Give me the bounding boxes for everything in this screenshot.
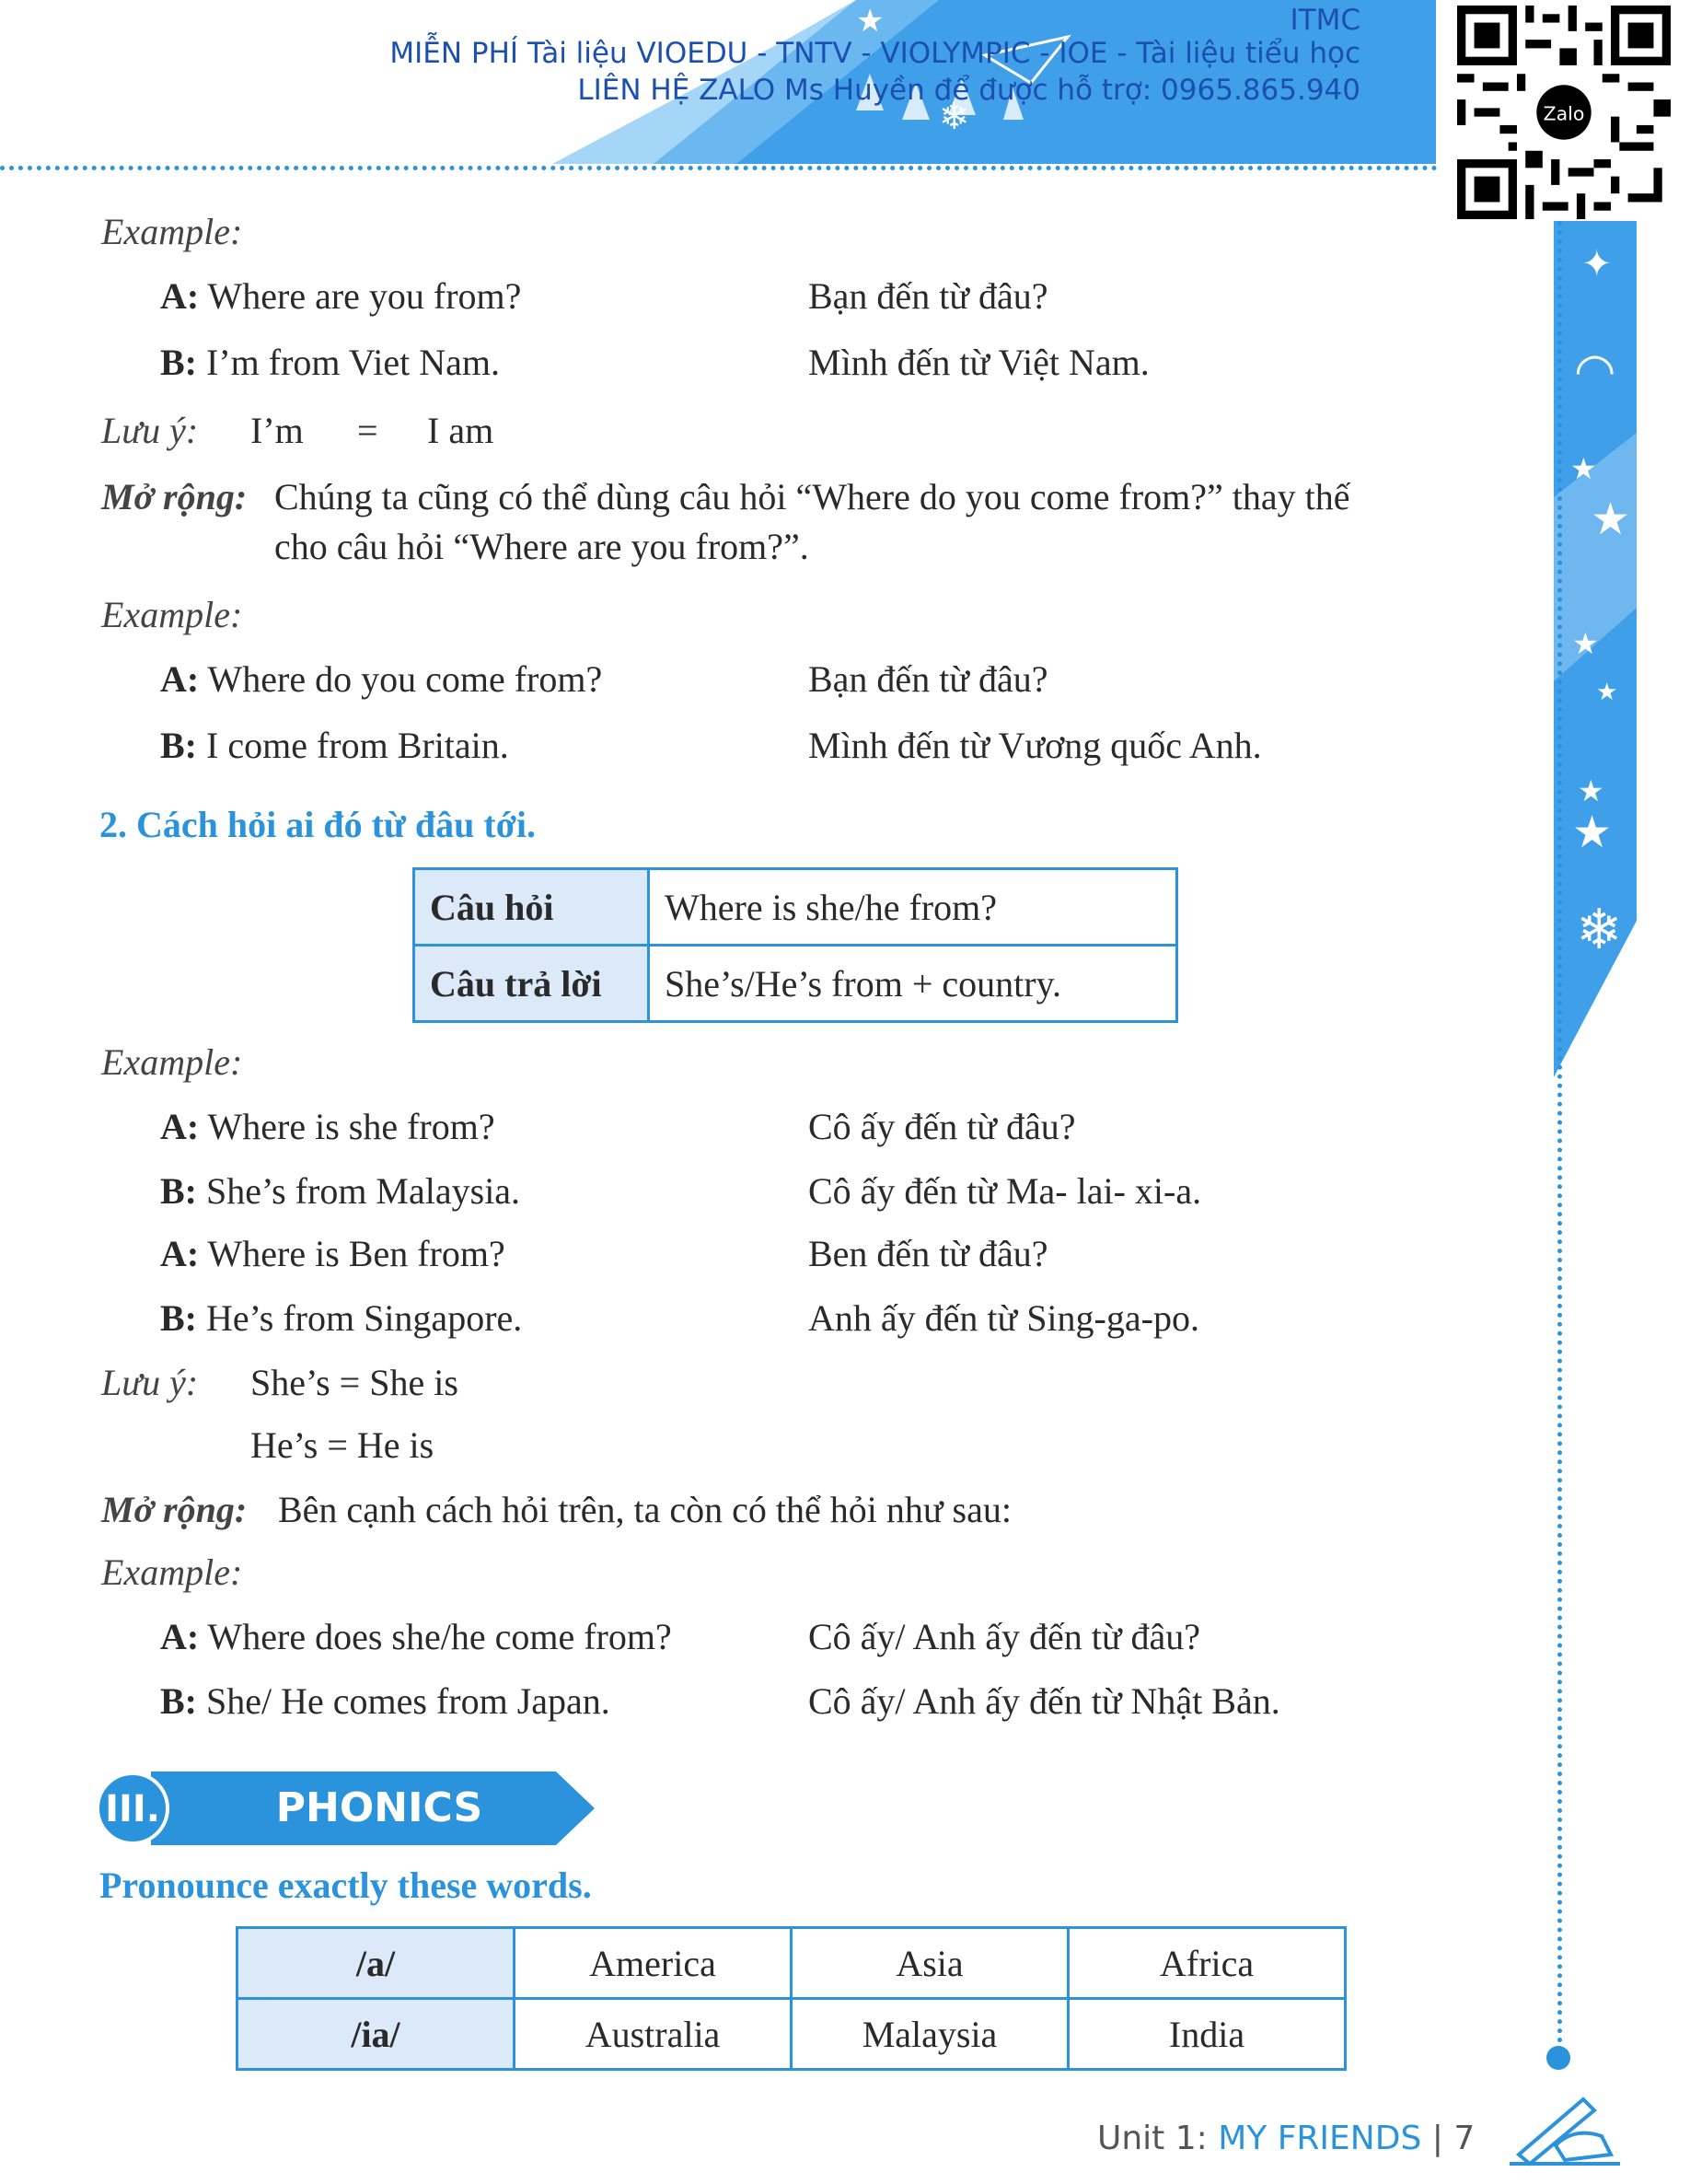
dialogue-line [160, 1615, 672, 1659]
dialogue-line [160, 1169, 520, 1214]
note-contraction: He’s = He is [250, 1424, 434, 1466]
speaker-label: A: [160, 1233, 200, 1274]
table-row [414, 869, 1177, 946]
table-row [237, 1999, 1346, 2070]
vietnamese-translation: Bạn đến từ đâu? [808, 275, 1048, 317]
extend-label: Mở rộng: [101, 1489, 248, 1530]
vietnamese-translation: Mình đến từ Việt Nam. [808, 342, 1150, 383]
page-footer [1097, 2120, 1475, 2157]
side-ribbon-decoration [1554, 221, 1637, 1077]
svg-text:❄: ❄ [1576, 898, 1623, 962]
dialogue-line [160, 724, 509, 768]
vietnamese-translation: Cô ấy đến từ đâu? [808, 1106, 1076, 1147]
english-sentence: I’m from Viet Nam. [206, 342, 501, 383]
english-sentence: Where is Ben from? [207, 1233, 505, 1274]
english-sentence: Where does she/he come from? [207, 1616, 672, 1657]
svg-text:★: ★ [1570, 451, 1597, 486]
unit-label: Unit 1: [1097, 2120, 1208, 2157]
footer-separator: | [1431, 2120, 1443, 2157]
sound-cell: /ia/ [237, 1999, 515, 2070]
speaker-label: A: [160, 1616, 200, 1657]
speaker-label: A: [160, 275, 200, 317]
extend-text-continued: cho câu hỏi “Where are you from?”. [274, 526, 809, 567]
vietnamese-translation: Mình đến từ Vương quốc Anh. [808, 725, 1262, 766]
svg-text:★: ★ [1578, 773, 1604, 808]
qr-label: Zalo [1543, 102, 1585, 125]
pencil-hand-icon [1500, 2090, 1629, 2173]
side-dotted-line [1557, 221, 1562, 2053]
svg-text:❄: ❄ [939, 96, 970, 138]
speaker-label: B: [160, 1170, 197, 1212]
extend-label: Mở rộng: [101, 476, 248, 517]
header-brand: ITMC [1290, 4, 1360, 37]
word-cell: Australia [515, 1999, 792, 2070]
qr-code-icon[interactable] [1449, 6, 1679, 219]
phonics-table [236, 1926, 1347, 2071]
svg-text:★: ★ [1596, 679, 1618, 706]
note-equals: = [357, 410, 378, 451]
page-number: 7 [1453, 2120, 1476, 2157]
vietnamese-translation: Ben đến từ đâu? [808, 1233, 1048, 1274]
note-contraction: She’s = She is [250, 1362, 458, 1403]
speaker-label: B: [160, 342, 197, 383]
unit-title: MY FRIENDS [1218, 2120, 1422, 2157]
sound-cell: /a/ [237, 1928, 515, 1999]
dialogue-line [160, 1105, 495, 1149]
example-label: Example: [101, 211, 243, 252]
note-label: Lưu ý: [101, 410, 199, 451]
header-line-1: MIỄN PHÍ Tài liệu VIOEDU - TNTV - VIOLYMPIC - IOE - Tài liệu tiểu học [389, 37, 1360, 70]
speaker-label: B: [160, 1680, 197, 1722]
word-cell: India [1069, 1999, 1346, 2070]
question-answer-table [412, 867, 1178, 1023]
phonics-banner [96, 1772, 595, 1845]
svg-text:★: ★ [1572, 807, 1613, 858]
vietnamese-translation: Cô ấy/ Anh ấy đến từ đâu? [808, 1616, 1201, 1657]
example-label: Example: [101, 1551, 243, 1593]
side-line-end-dot [1546, 2046, 1570, 2070]
table-row [414, 946, 1177, 1022]
svg-text:★: ★ [1572, 626, 1599, 661]
word-cell: Africa [1069, 1928, 1346, 1999]
note-label: Lưu ý: [101, 1362, 199, 1403]
english-sentence: I come from Britain. [206, 725, 509, 766]
svg-text:◠: ◠ [1574, 343, 1616, 399]
speaker-label: A: [160, 1106, 200, 1147]
word-cell: America [515, 1928, 792, 1999]
note-expansion: I am [427, 410, 494, 451]
dialogue-line [160, 657, 602, 702]
speaker-label: B: [160, 1297, 197, 1339]
dialogue-line [160, 1679, 610, 1724]
word-cell: Malaysia [792, 1999, 1069, 2070]
extend-text: Bên cạnh cách hỏi trên, ta còn có thể hỏi như sau: [278, 1489, 1012, 1530]
svg-text:✦: ✦ [1581, 243, 1613, 285]
table-cell-value: Where is she/he from? [649, 869, 1177, 946]
english-sentence: Where is she from? [207, 1106, 495, 1147]
vietnamese-translation: Anh ấy đến từ Sing-ga-po. [808, 1297, 1199, 1339]
english-sentence: She/ He comes from Japan. [206, 1680, 610, 1722]
speaker-label: A: [160, 658, 200, 700]
english-sentence: He’s from Singapore. [206, 1297, 523, 1339]
svg-text:★: ★ [856, 3, 885, 40]
example-label: Example: [101, 594, 243, 635]
vietnamese-translation: Cô ấy đến từ Ma- lai- xi-a. [808, 1170, 1202, 1212]
example-label: Example: [101, 1041, 243, 1083]
section-title: PHONICS [275, 1784, 483, 1831]
dialogue-line [160, 341, 500, 385]
english-sentence: She’s from Malaysia. [206, 1170, 521, 1212]
dialogue-line [160, 1232, 505, 1276]
table-row [237, 1928, 1346, 1999]
table-cell-label: Câu hỏi [414, 869, 649, 946]
english-sentence: Where are you from? [207, 275, 522, 317]
english-sentence: Where do you come from? [207, 658, 603, 700]
extend-text: Chúng ta cũng có thể dùng câu hỏi “Where do you come from?” thay thế [274, 476, 1350, 517]
note-contraction: I’m [250, 410, 304, 451]
vietnamese-translation: Cô ấy/ Anh ấy đến từ Nhật Bản. [808, 1680, 1280, 1722]
section-heading: 2. Cách hỏi ai đó từ đâu tới. [99, 804, 537, 845]
table-cell-label: Câu trả lời [414, 946, 649, 1022]
phonics-instruction: Pronounce exactly these words. [99, 1865, 592, 1906]
dialogue-line [160, 274, 521, 319]
table-cell-value: She’s/He’s from + country. [649, 946, 1177, 1022]
header-divider [0, 166, 1438, 170]
speaker-label: B: [160, 725, 197, 766]
section-numeral: III. [105, 1788, 160, 1830]
dialogue-line [160, 1296, 522, 1341]
svg-text:★: ★ [1591, 494, 1631, 545]
header-line-2: LIÊN HỆ ZALO Ms Huyền để được hỗ trợ: 0965.865.940 [577, 74, 1360, 107]
vietnamese-translation: Bạn đến từ đâu? [808, 658, 1048, 700]
word-cell: Asia [792, 1928, 1069, 1999]
